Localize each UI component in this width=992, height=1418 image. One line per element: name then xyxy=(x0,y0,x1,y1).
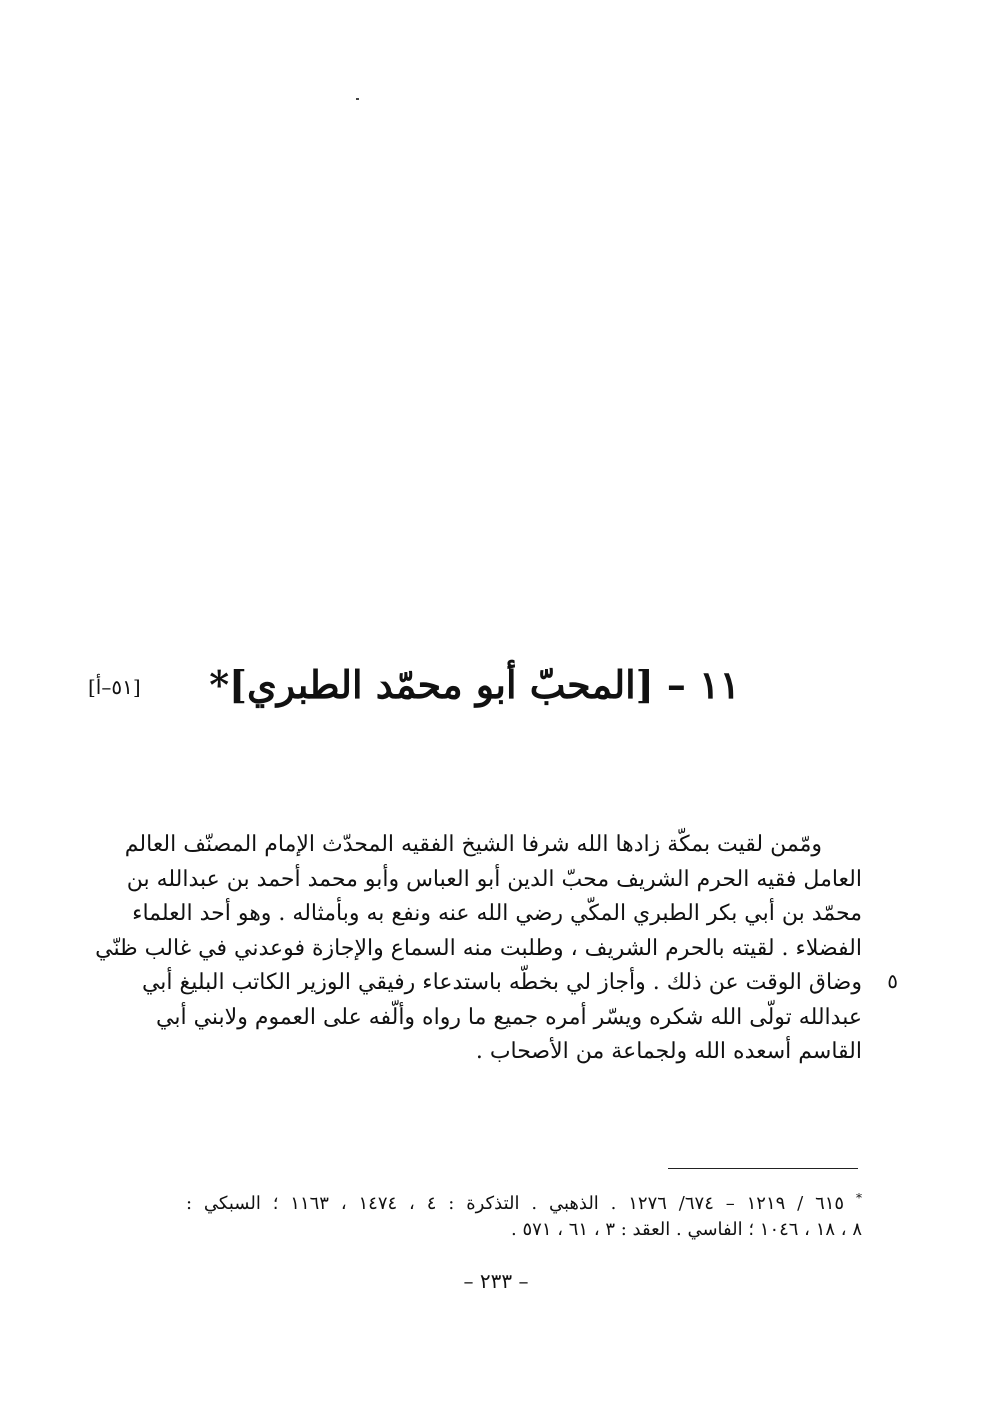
footnote-text: ٦١٥ / ١٢١٩ – ٦٧٤/ ١٢٧٦ . الذهبي . التذكرة : ٤ ، ١٤٧٤ ، ١١٦٣ ؛ السبكي : xyxy=(186,1193,845,1214)
line-number-marker: ٥ xyxy=(887,969,898,993)
text-line: وضاق الوقت عن ذلك . وأجاز لي بخطّه باستدعاء رفيقي الوزير الكاتب البليغ أبي xyxy=(141,970,862,995)
footnote-line: ٨ ، ١٨ ، ١٠٤٦ ؛ الفاسي . العقد : ٣ ، ٦١ ، ٥٧١ . xyxy=(511,1219,862,1240)
text-line: القاسم أسعده الله ولجماعة من الأصحاب . xyxy=(475,1039,862,1064)
footnote-marker: * xyxy=(855,1191,862,1205)
footnote-block xyxy=(186,1182,862,1246)
page-number: – ٢٣٣ – xyxy=(463,1269,529,1293)
text-line: الفضلاء . لقيته بالحرم الشريف ، وطلبت منه السماع والإجازة فوعدني في غالب ظنّي xyxy=(95,935,862,961)
text-line: عبدالله تولّى الله شكره ويسّر أمره جميع ما رواه وألّفه على العموم ولابني أبي xyxy=(156,1004,862,1030)
footnote-line xyxy=(186,1182,862,1214)
ink-speck xyxy=(356,98,359,100)
text-line: ومّمن لقيت بمكّة زادها الله شرفا الشيخ الفقيه المحدّث الإمام المصنّف العالم xyxy=(124,832,822,857)
text-line: محمّد بن أبي بكر الطبري المكّي رضي الله عنه ونفع به وبأمثاله . وهو أحد العلماء xyxy=(132,901,862,926)
text-line: العامل فقيه الحرم الشريف محبّ الدين أبو العباس وأبو محمد أحمد بن عبدالله بن xyxy=(126,866,862,892)
main-text xyxy=(95,828,862,1070)
manuscript-folio-reference: [٥١–أ] xyxy=(88,675,141,699)
footnote-separator xyxy=(668,1168,858,1169)
chapter-heading: ١١ – [المحبّ أبو محمّد الطبري]* xyxy=(209,662,740,707)
